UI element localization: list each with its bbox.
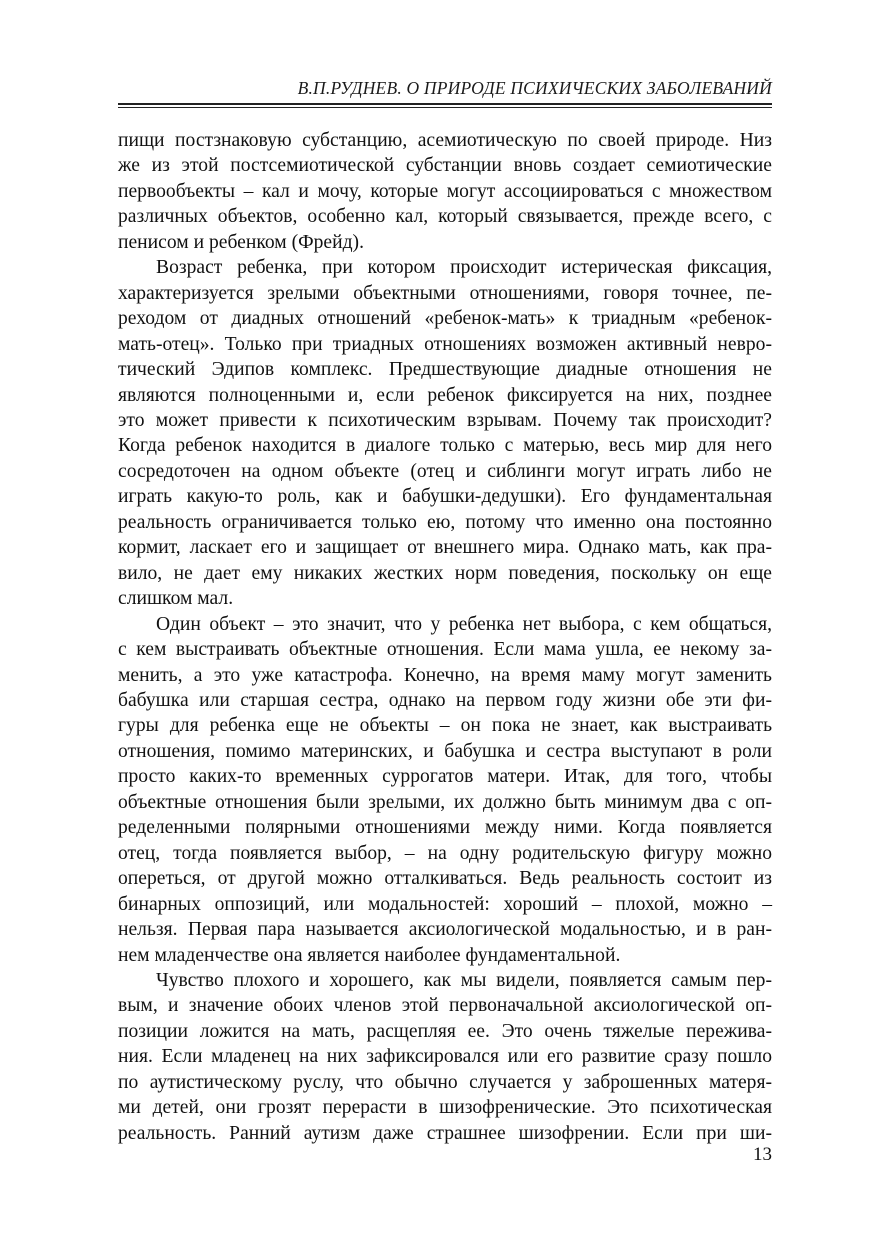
text-line: ределенными полярными отношениями между ними. Когда появляется (118, 817, 772, 839)
text-line: ния. Если младенец на них зафиксировался или его развитие сразу пошло (118, 1046, 772, 1068)
text-line: гуры для ребенка еще не объекты – он пока не знает, как выстраивать (118, 715, 772, 737)
paragraph (118, 968, 772, 1146)
text-line: первообъекты – кал и мочу, которые могут ассоциироваться с множеством (118, 180, 772, 202)
text-line: играть какую-то роль, как и бабушки-дедушки). Его фундаментальная (118, 486, 772, 508)
text-line: объектные отношения были зрелыми, их должно быть минимум два с оп- (118, 791, 772, 813)
body-text (118, 128, 772, 1146)
text-line: позиции ложится на мать, расщепляя ее. Это очень тяжелые пережива- (118, 1020, 772, 1042)
text-line: реальность ограничивается только ею, потому что именно она постоянно (118, 511, 772, 533)
text-line: кормит, ласкает его и защищает от внешнего мира. Однако мать, как пра- (118, 537, 772, 559)
text-line: отношения, помимо материнских, и бабушка и сестра выступают в роли (118, 740, 772, 762)
text-line: Когда ребенок находится в диалоге только с матерью, весь мир для него (118, 435, 772, 457)
text-line: ми детей, они грозят перерасти в шизофренические. Это психотическая (118, 1097, 772, 1119)
text-line: бинарных оппозиций, или модальностей: хороший – плохой, можно – (118, 893, 772, 915)
text-line: пищи постзнаковую субстанцию, асемиотическую по своей природе. Низ (118, 130, 772, 151)
text-line: опереться, от другой можно отталкиваться. Ведь реальность состоит из (118, 868, 772, 890)
text-line: нем младенчестве она является наиболее фундаментальной. (118, 944, 621, 966)
text-line: сосредоточен на одном объекте (отец и сиблинги могут играть либо не (118, 460, 772, 482)
header-rule-thick (118, 103, 772, 105)
text-line: Возраст ребенка, при котором происходит истерическая фиксация, (156, 257, 772, 279)
text-line: просто каких-то временных суррогатов матери. Итак, для того, чтобы (118, 766, 772, 788)
text-line: же из этой постсемиотической субстанции вновь создает семиотические (118, 155, 772, 177)
page-number: 13 (753, 1144, 772, 1165)
header-rule-thin (118, 107, 772, 108)
text-line: тический Эдипов комплекс. Предшествующие диадные отношения не (118, 359, 772, 381)
text-line: вым, и значение обоих членов этой первоначальной аксиологической оп- (118, 995, 772, 1017)
text-line: нельзя. Первая пара называется аксиологической модальностью, и в ран- (118, 919, 772, 941)
text-line: это может привести к психотическим взрывам. Почему так происходит? (118, 409, 772, 431)
text-line: слишком мал. (118, 588, 234, 610)
text-line: бабушка или старшая сестра, однако на первом году жизни обе эти фи- (118, 689, 772, 711)
text-line: вило, не дает ему никаких жестких норм поведения, поскольку он еще (118, 562, 772, 584)
text-line: по аутистическому руслу, что обычно случается у заброшенных матеря- (118, 1071, 772, 1093)
text-line: Чувство плохого и хорошего, как мы видели, появляется самым пер- (156, 969, 772, 991)
text-line: пенисом и ребенком (Фрейд). (118, 231, 364, 253)
paragraph (118, 255, 772, 611)
text-line: мать-отец». Только при триадных отношениях возможен активный невро- (118, 333, 772, 355)
text-line: Один объект – это значит, что у ребенка нет выбора, с кем общаться, (156, 613, 772, 635)
text-line: реходом от диадных отношений «ребенок-мать» к триадным «ребенок- (118, 308, 772, 330)
text-line: характеризуется зрелыми объектными отношениями, говоря точнее, пе- (118, 282, 772, 304)
running-header: В.П.РУДНЕВ. О ПРИРОДЕ ПСИХИЧЕСКИХ ЗАБОЛЕВАНИЙ (297, 78, 772, 98)
text-line: отец, тогда появляется выбор, – на одну родительскую фигуру можно (118, 842, 772, 864)
paragraph (118, 128, 772, 255)
text-line: с кем выстраивать объектные отношения. Если мама ушла, ее некому за- (118, 639, 772, 661)
text-line: являются полноценными и, если ребенок фиксируется на них, позднее (118, 384, 772, 406)
text-line: реальность. Ранний аутизм даже страшнее шизофрении. Если при ши- (118, 1122, 772, 1144)
text-line: различных объектов, особенно кал, который связывается, прежде всего, с (118, 206, 772, 228)
text-line: менить, а это уже катастрофа. Конечно, на время маму могут заменить (118, 664, 772, 686)
paragraph (118, 612, 772, 968)
